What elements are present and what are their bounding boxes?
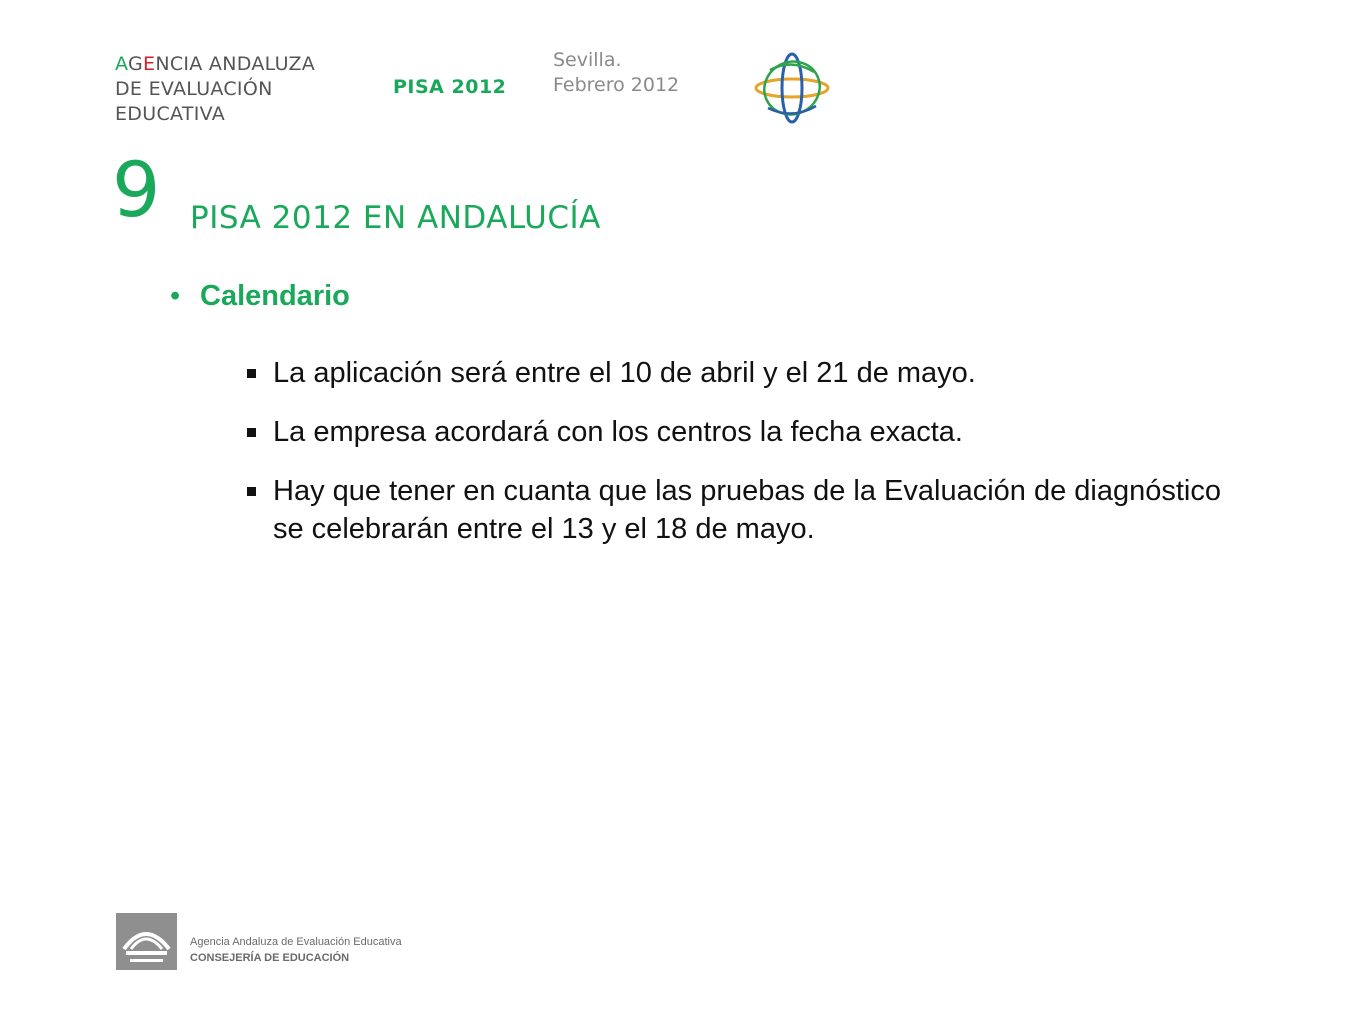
junta-emblem-icon bbox=[116, 913, 177, 970]
square-bullet-icon bbox=[247, 428, 256, 437]
list-item-text: La empresa acordará con los centros la fecha exacta. bbox=[273, 416, 963, 448]
program-tag: PISA 2012 bbox=[393, 76, 507, 98]
subheading bbox=[170, 280, 350, 313]
list-item bbox=[245, 413, 1235, 451]
section-title: PISA 2012 EN ANDALUCÍA bbox=[190, 200, 601, 236]
footer-ministry-name: CONSEJERÍA DE EDUCACIÓN bbox=[190, 952, 350, 964]
bullet-dot-icon: • bbox=[170, 280, 181, 312]
junta-andalucia-logo-icon bbox=[116, 913, 177, 970]
agency-name-line-2: DE EVALUACIÓN bbox=[115, 78, 273, 100]
list-item bbox=[245, 354, 1235, 392]
place-label: Sevilla. bbox=[553, 49, 622, 71]
agency-name-line-1: AGENCIA ANDALUZA bbox=[115, 53, 316, 75]
list-item-text: Hay que tener en cuanta que las pruebas de la Evaluación de diagnóstico se celebrarán entre el 13 y el 18 de mayo. bbox=[273, 475, 1221, 545]
agency-name-line-3: EDUCATIVA bbox=[115, 103, 226, 125]
square-bullet-icon bbox=[247, 487, 256, 496]
list-item bbox=[245, 472, 1235, 548]
subheading-text: Calendario bbox=[200, 280, 350, 312]
footer-agency-name: Agencia Andaluza de Evaluación Educativa bbox=[190, 936, 402, 948]
agency-name bbox=[115, 52, 315, 127]
place-date bbox=[553, 48, 679, 98]
bullet-list bbox=[245, 354, 1235, 569]
square-bullet-icon bbox=[247, 369, 256, 378]
list-item-text: La aplicación será entre el 10 de abril y el 21 de mayo. bbox=[273, 357, 976, 389]
footer-institution bbox=[190, 934, 402, 966]
globe-logo-icon bbox=[752, 50, 832, 126]
section-number: 9 bbox=[112, 145, 161, 234]
date-label: Febrero 2012 bbox=[553, 74, 680, 96]
